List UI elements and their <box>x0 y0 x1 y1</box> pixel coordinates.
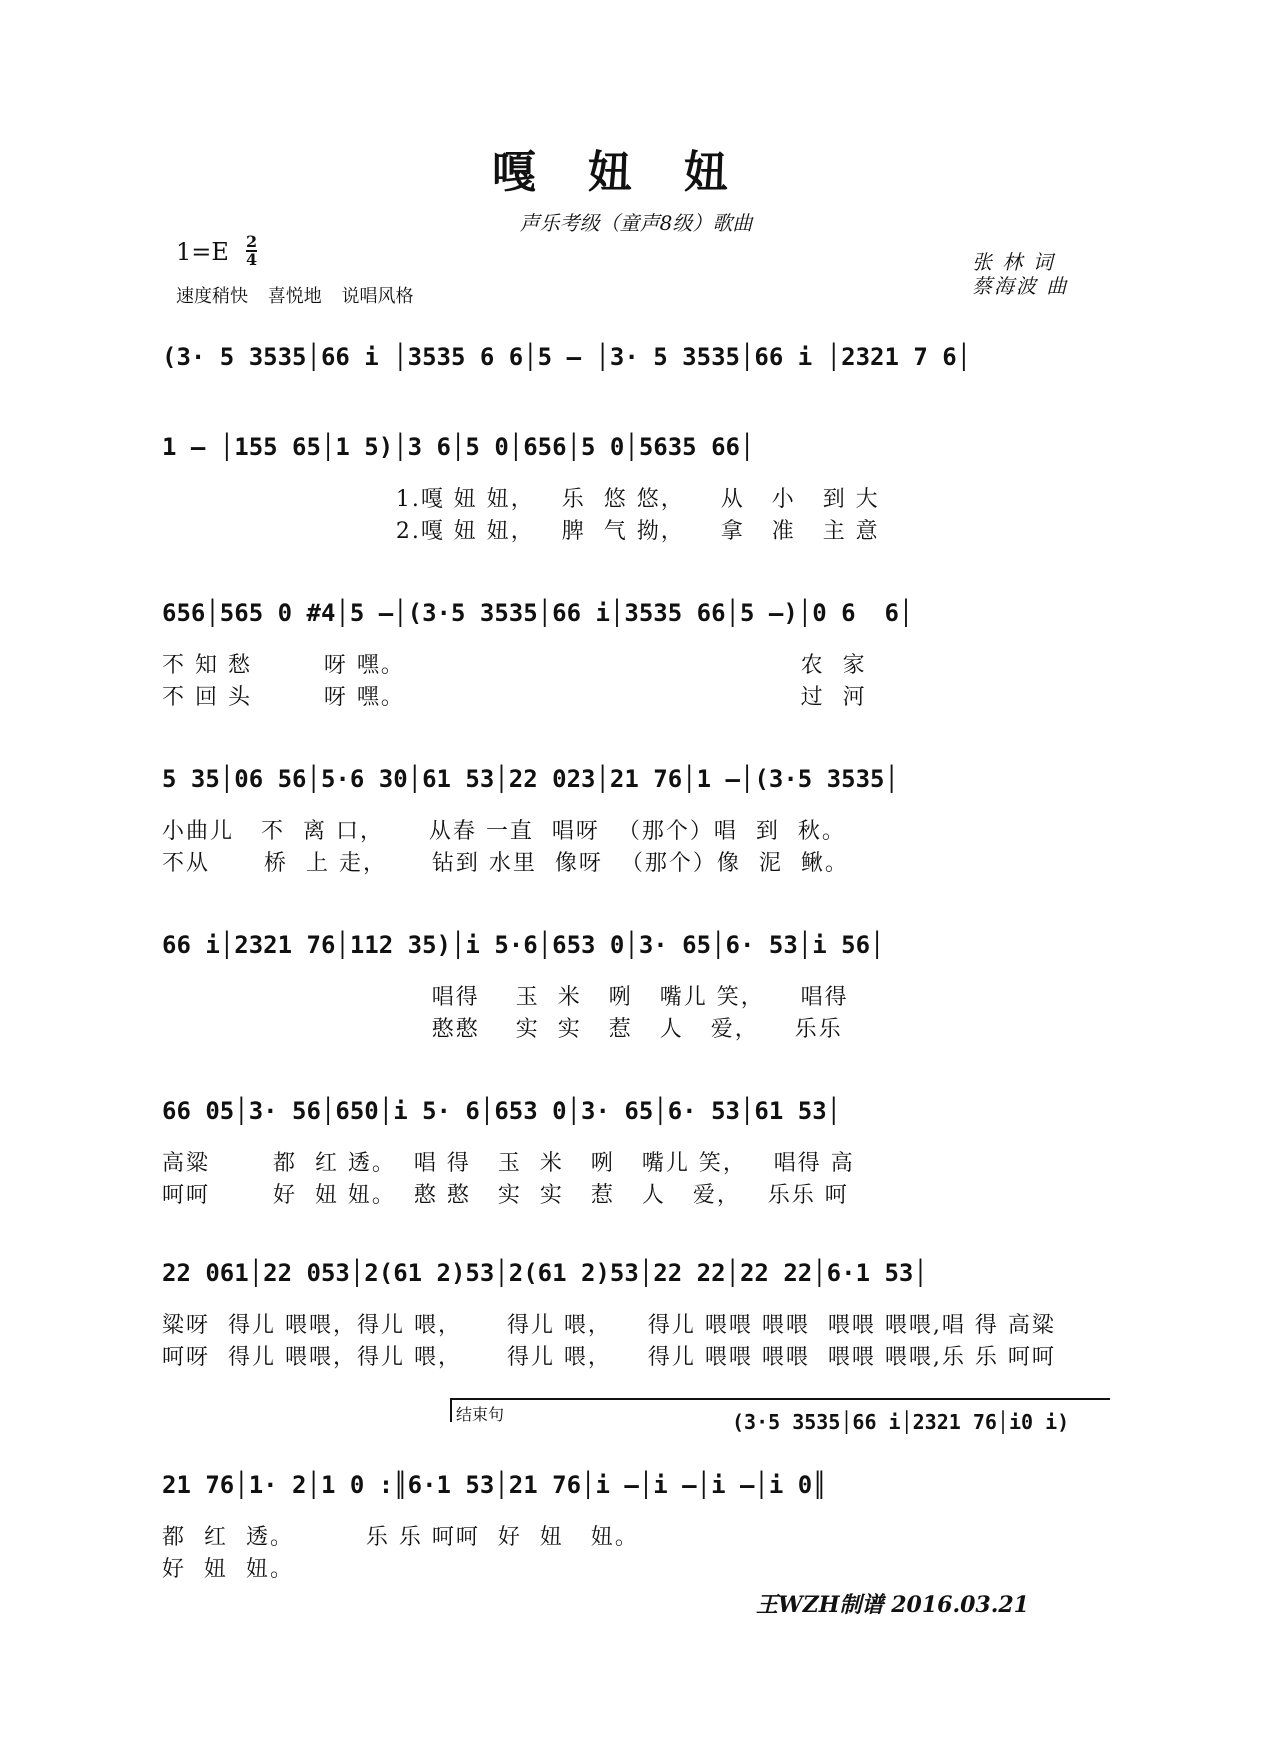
lyricist-credit: 张 林 词 <box>972 250 1055 274</box>
ending-bracket-tick <box>450 1398 452 1422</box>
lyric-verse-2: 呵呵 好 妞 妞。 憨 憨 实 实 惹 人 爱， 乐乐 呵 <box>162 1183 849 1208</box>
lyric-verse-1: 唱得 玉 米 咧 嘴儿 笑， 唱得 <box>162 985 849 1010</box>
lyric-verse-1: 高粱 都 红 透。 唱 得 玉 米 咧 嘴儿 笑， 唱得 高 <box>162 1151 855 1176</box>
notation-line: 5 35│06 56│5·6 30│61 53│22 023│21 76│1 –│(3·5 3535│ <box>162 765 899 793</box>
lyric-verse-2: 不从 桥 上 走， 钻到 水里 像呀 （那个）像 泥 鳅。 <box>162 851 849 876</box>
ending-bracket <box>450 1398 1110 1400</box>
ending-label: 结束句 <box>456 1405 505 1424</box>
notation-line: 66 05│3· 56│650│i 5· 6│653 0│3· 65│6· 53│61 53│ <box>162 1097 842 1125</box>
notation-line: 21 76│1· 2│1 0 :║6·1 53│21 76│i –│i –│i –│i 0║ <box>162 1471 827 1499</box>
tempo-marking: 速度稍快 喜悦地 说唱风格 <box>176 286 414 307</box>
time-denominator: 4 <box>246 250 258 269</box>
lyric-verse-1: 小曲儿 不 离 口， 从春 一直 唱呀 （那个）唱 到 秋。 <box>162 819 846 844</box>
lyric-verse-1: 不 知 愁 呀 嘿。 农 家 <box>162 653 867 678</box>
song-subtitle: 声乐考级（童声8级）歌曲 <box>519 211 753 235</box>
lyric-verse-2: 2.嘎 妞 妞， 脾 气 拗， 拿 准 主 意 <box>162 519 880 544</box>
notation-line: (3· 5 3535│66 i │3535 6 6│5 – │3· 5 3535│66 i │2321 7 6│ <box>162 343 972 371</box>
transcriber-signature: 王WZH制谱 2016.03.21 <box>756 1592 1029 1618</box>
notation-line: 656│565 0 #4│5 –│(3·5 3535│66 i│3535 66│5 –)│0 6 6│ <box>162 599 914 627</box>
lyric-verse-2: 呵呀 得儿 喂喂，得儿 喂， 得儿 喂， 得儿 喂喂 喂喂 喂喂 喂喂,乐 乐 呵呵 <box>162 1345 1056 1370</box>
time-signature <box>246 234 257 268</box>
lyric-verse-2: 不 回 头 呀 嘿。 过 河 <box>162 685 867 710</box>
lyric-verse-2: 憨憨 实 实 惹 人 爱， 乐乐 <box>162 1017 843 1042</box>
coda-accompaniment: (3·5 3535│66 i│2321 76│i0 i) <box>732 1410 1070 1434</box>
notation-line: 1 – │155 65│1 5)│3 6│5 0│656│5 0│5635 66│ <box>162 433 755 461</box>
notation-line: 66 i│2321 76│112 35)│i 5·6│653 0│3· 65│6· 53│i 56│ <box>162 931 885 959</box>
key-signature: 1=E <box>176 238 229 266</box>
notation-line: 22 061│22 053│2(61 2)53│2(61 2)53│22 22│22 22│6·1 53│ <box>162 1259 928 1287</box>
composer-credit: 蔡海波 曲 <box>972 274 1069 298</box>
lyric-verse-1: 都 红 透。 乐 乐 呵呵 好 妞 妞。 <box>162 1525 639 1550</box>
lyric-verse-1: 1.嘎 妞 妞， 乐 悠 悠， 从 小 到 大 <box>162 487 880 512</box>
lyric-verse-2: 好 妞 妞。 <box>162 1557 294 1582</box>
song-title: 嘎妞妞 <box>492 147 780 198</box>
time-numerator: 2 <box>246 232 258 251</box>
lyric-verse-1: 粱呀 得儿 喂喂，得儿 喂， 得儿 喂， 得儿 喂喂 喂喂 喂喂 喂喂,唱 得 高粱 <box>162 1313 1056 1338</box>
